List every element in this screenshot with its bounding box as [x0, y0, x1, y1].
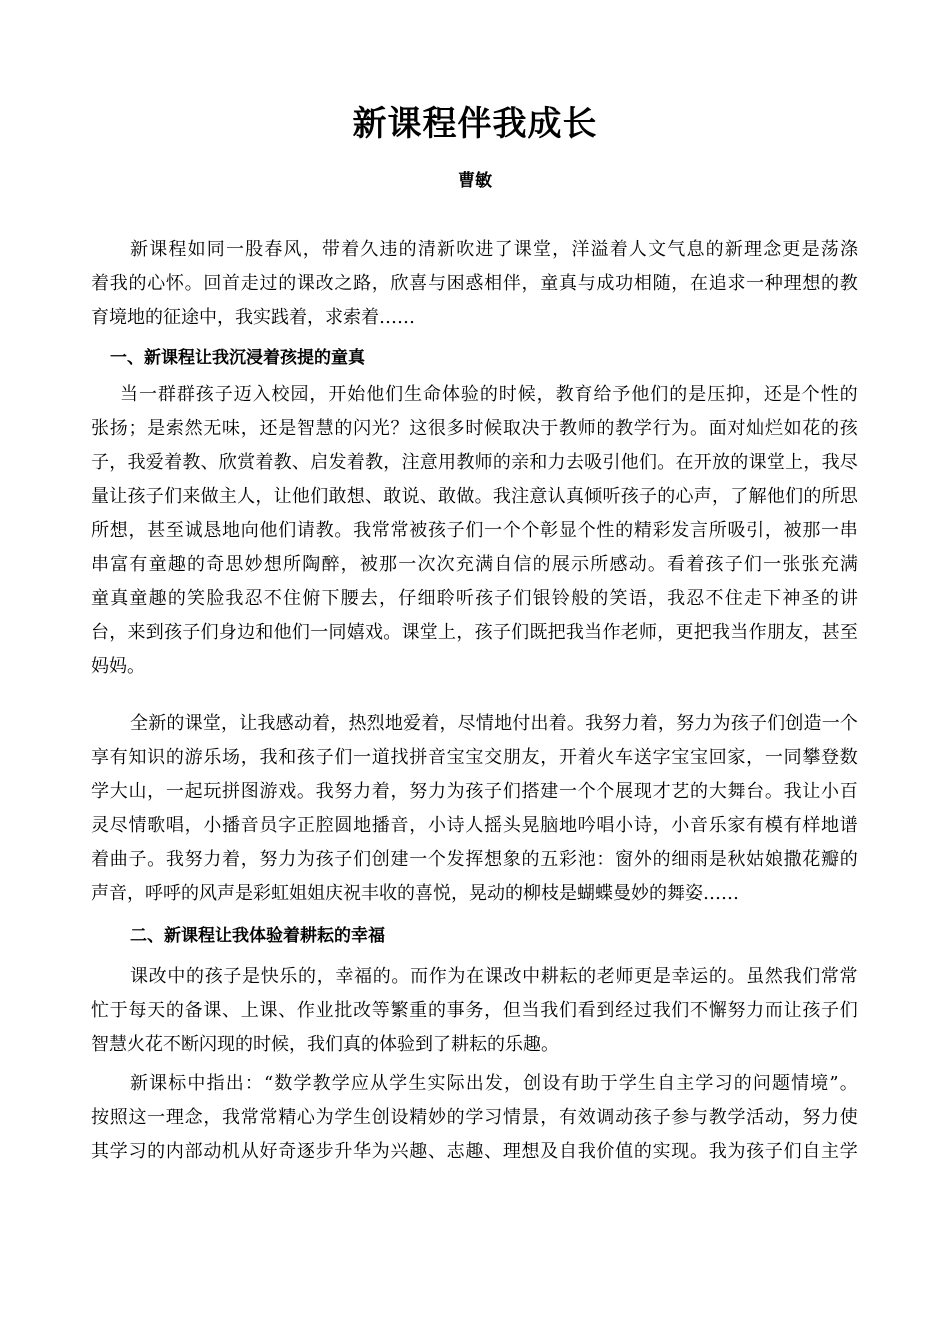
p1-line-3: 育境地的征途中，我实践着，求索着…… — [91, 307, 415, 328]
p1-line-1: 新 课 程 如 同 一 股 春 风 ， 带 着 久 违 的 清 新 吹 进 了 课 堂 ， 洋 溢 着 人 文 气 息 的 新 理 念 更 是 荡 涤 — [130, 239, 858, 260]
p3-line-2: 享 有 知 识 的 游 乐 场 ， 我 和 孩 子 们 一 道 找 拼 音 宝 宝 交 朋 友 ， 开 着 火 车 送 字 宝 宝 回 家 ， 一 同 攀 登 数 — [91, 747, 858, 768]
section-heading-2: 二、新课程让我体验着耕耘的幸福 — [130, 926, 385, 946]
p4-line-1: 课 改 中 的 孩 子 是 快 乐 的 ， 幸 福 的 。 而 作 为 在 课 改 中 耕 耘 的 老 师 更 是 幸 运 的 。 虽 然 我 们 常 常 — [130, 966, 858, 987]
document-author: 曹敏 — [458, 171, 492, 191]
p2-line-7: 童 真 童 趣 的 笑 脸 我 忍 不 住 俯 下 腰 去 ， 仔 细 聆 听 孩 子 们 银 铃 般 的 笑 语 ， 我 忍 不 住 走 下 神 圣 的 讲 — [91, 588, 858, 609]
p5-line-1: 新 课 标 中 指 出 ： “ 数 学 教 学 应 从 学 生 实 际 出 发 ， 创 设 有 助 于 学 生 自 主 学 习 的 问 题 情 境 ” 。 — [130, 1073, 858, 1094]
p3-line-4: 灵 尽 情 歌 唱 ， 小 播 音 员 字 正 腔 圆 地 播 音 ， 小 诗 人 摇 头 晃 脑 地 吟 唱 小 诗 ， 小 音 乐 家 有 模 有 样 地 谱 — [91, 815, 858, 836]
p2-line-5: 所 想 ， 甚 至 诚 恳 地 向 他 们 请 教 。 我 常 常 被 孩 子 们 一 个 个 彰 显 个 性 的 精 彩 发 言 所 吸 引 ， 被 那 一 串 — [91, 520, 858, 541]
p3-line-3: 学 大 山 ， 一 起 玩 拼 图 游 戏 。 我 努 力 着 ， 努 力 为 孩 子 们 搭 建 一 个 个 展 现 才 艺 的 大 舞 台 。 我 让 小 百 — [91, 781, 858, 802]
p2-line-6: 串 富 有 童 趣 的 奇 思 妙 想 所 陶 醉 ， 被 那 一 次 次 充 满 自 信 的 展 示 所 感 动 。 看 着 孩 子 们 一 张 张 充 满 — [91, 554, 858, 575]
p2-line-9: 妈妈。 — [91, 656, 145, 677]
p4-line-3: 智慧火花不断闪现的时候，我们真的体验到了耕耘的乐趣。 — [91, 1034, 559, 1055]
p3-line-1: 全 新 的 课 堂 ， 让 我 感 动 着 ， 热 烈 地 爱 着 ， 尽 情 地 付 出 着 。 我 努 力 着 ， 努 力 为 孩 子 们 创 造 一 个 — [130, 713, 858, 734]
p2-line-2: 张 扬 ； 是 索 然 无 味 ， 还 是 智 慧 的 闪 光 ？ 这 很 多 时 候 取 决 于 教 师 的 教 学 行 为 。 面 对 灿 烂 如 花 的 孩 — [91, 418, 858, 439]
p2-line-3: 子 ， 我 爱 着 教 、 欣 赏 着 教 、 启 发 着 教 ， 注 意 用 教 师 的 亲 和 力 去 吸 引 他 们 。 在 开 放 的 课 堂 上 ， 我 尽 — [91, 452, 858, 473]
p5-line-2: 按 照 这 一 理 念 ， 我 常 常 精 心 为 学 生 创 设 精 妙 的 学 习 情 景 ， 有 效 调 动 孩 子 参 与 教 学 活 动 ， 努 力 使 — [91, 1107, 858, 1128]
p4-line-2: 忙 于 每 天 的 备 课 、 上 课 、 作 业 批 改 等 繁 重 的 事 务 ， 但 当 我 们 看 到 经 过 我 们 不 懈 努 力 而 让 孩 子 们 — [91, 1000, 858, 1021]
p5-line-3: 其 学 习 的 内 部 动 机 从 好 奇 逐 步 升 华 为 兴 趣 、 志 趣 、 理 想 及 自 我 价 值 的 实 现 。 我 为 孩 子 们 自 主 学 — [91, 1141, 858, 1162]
p3-line-6: 声音，呼呼的风声是彩虹姐姐庆祝丰收的喜悦，晃动的柳枝是蝴蝶曼妙的舞姿…… — [91, 883, 739, 904]
p2-line-8: 台 ， 来 到 孩 子 们 身 边 和 他 们 一 同 嬉 戏 。 课 堂 上 ， 孩 子 们 既 把 我 当 作 老 师 ， 更 把 我 当 作 朋 友 ， 甚 至 — [91, 622, 858, 643]
p1-line-2: 着 我 的 心 怀 。 回 首 走 过 的 课 改 之 路 ， 欣 喜 与 困 惑 相 伴 ， 童 真 与 成 功 相 随 ， 在 追 求 一 种 理 想 的 教 — [91, 273, 858, 294]
document-title: 新课程伴我成长 — [352, 104, 598, 144]
p2-line-1: 当 一 群 群 孩 子 迈 入 校 园 ， 开 始 他 们 生 命 体 验 的 时 候 ， 教 育 给 予 他 们 的 是 压 抑 ， 还 是 个 性 的 — [120, 384, 858, 405]
p2-line-4: 量 让 孩 子 们 来 做 主 人 ， 让 他 们 敢 想 、 敢 说 、 敢 做 。 我 注 意 认 真 倾 听 孩 子 的 心 声 ， 了 解 他 们 的 所 思 — [91, 486, 858, 507]
p3-line-5: 着 曲 子 。 我 努 力 着 ， 努 力 为 孩 子 们 创 建 一 个 发 挥 想 象 的 五 彩 池 ： 窗 外 的 细 雨 是 秋 姑 娘 撒 花 瓣 的 — [91, 849, 858, 870]
section-heading-1: 一、新课程让我沉浸着孩提的童真 — [110, 348, 365, 368]
